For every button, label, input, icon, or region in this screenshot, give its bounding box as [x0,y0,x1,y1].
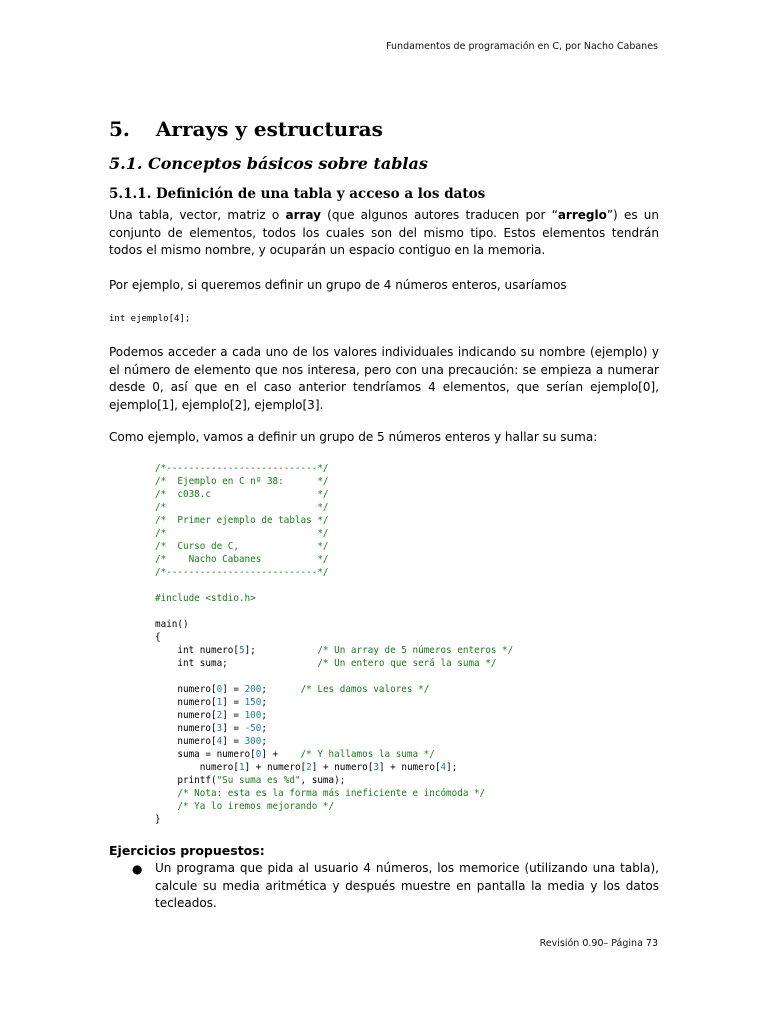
code-line: numero[1] = 150; [155,697,267,708]
code-line: /*---------------------------*/ [155,463,329,474]
code-line: int numero[5]; /* Un array de 5 números enteros */ [155,645,514,656]
code-line: /* Nota: esta es la forma más ineficiente e incómoda */ [177,788,486,799]
code-line: /* c038.c */ [155,489,329,500]
chapter-heading [109,117,383,141]
code-line: } [155,814,161,825]
paragraph-sum-intro: Como ejemplo, vamos a definir un grupo de 5 números enteros y hallar su suma: [109,430,598,444]
code-line: /*---------------------------*/ [155,567,329,578]
code-line: main() [155,619,189,630]
code-line: numero[2] = 100; [155,710,267,721]
chapter-title: Arrays y estructuras [155,117,383,141]
running-header: Fundamentos de programación en C, por Nacho Cabanes [386,41,658,52]
code-line: /* Primer ejemplo de tablas */ [155,515,329,526]
code-line: numero[3] = -50; [155,723,267,734]
code-line: /* Curso de C, */ [155,541,329,552]
code-line: /* Ya lo iremos mejorando */ [177,801,335,812]
code-line: numero[1] + numero[2] + numero[3] + numero[4]; [155,762,458,773]
term-array: array [285,208,321,222]
code-line: /* */ [155,502,329,513]
code-line: /* Ejemplo en C nº 38: */ [155,476,329,487]
code-line: /* Nacho Cabanes */ [155,554,329,565]
running-footer: Revisión 0.90– Página 73 [539,938,658,949]
code-line: /* */ [155,528,329,539]
code-line: suma = numero[0] + /* Y hallamos la suma */ [155,749,435,760]
code-line: #include <stdio.h> [155,593,256,604]
exercise-item: Un programa que pida al usuario 4 números, los memorice (utilizando una tabla), calcule su media aritmética y después muestre en pantalla la media y los datos tecleados. [155,861,659,910]
term-arreglo: arreglo [557,208,607,222]
exercises-title: Ejercicios propuestos: [109,843,265,858]
bullet-icon: ● [132,862,143,876]
text-run: Una tabla, vector, matriz o [109,208,286,222]
code-line: numero[0] = 200; /* Les damos valores */ [155,684,430,695]
paragraph-access: Podemos acceder a cada uno de los valores individuales indicando su nombre (ejemplo) y el número de elemento que nos interesa, pero con una precaución: se empieza a numerar desde 0, así que en el caso anterior tendríamos 4 elementos, que serían ejemplo[0], ejemplo[1], ejemplo[2], ejemplo[3]. [109,345,659,412]
text-run: (que algunos autores traducen por “ [320,208,558,222]
code-line: numero[4] = 300; [155,736,267,747]
paragraph-definition [109,207,659,260]
code-listing [155,462,513,826]
section-heading: 5.1. Conceptos básicos sobre tablas [109,154,428,173]
code-line: { [155,632,161,643]
code-declaration: int ejemplo[4]; [109,314,191,324]
code-line: int suma; /* Un entero que será la suma */ [155,658,497,669]
subsection-heading: 5.1.1. Definición de una tabla y acceso a los datos [109,186,486,202]
chapter-number: 5. [109,117,130,141]
text-run: ”) es un conjunto de elementos, todos los cuales son del mismo tipo. Estos elementos tendrán todos el mismo nombre, y ocuparán un espacio contiguo en la memoria. [109,208,659,257]
paragraph-example-intro: Por ejemplo, si queremos definir un grupo de 4 números enteros, usaríamos [109,278,567,292]
code-line: printf("Su suma es %d", suma); [155,775,346,786]
